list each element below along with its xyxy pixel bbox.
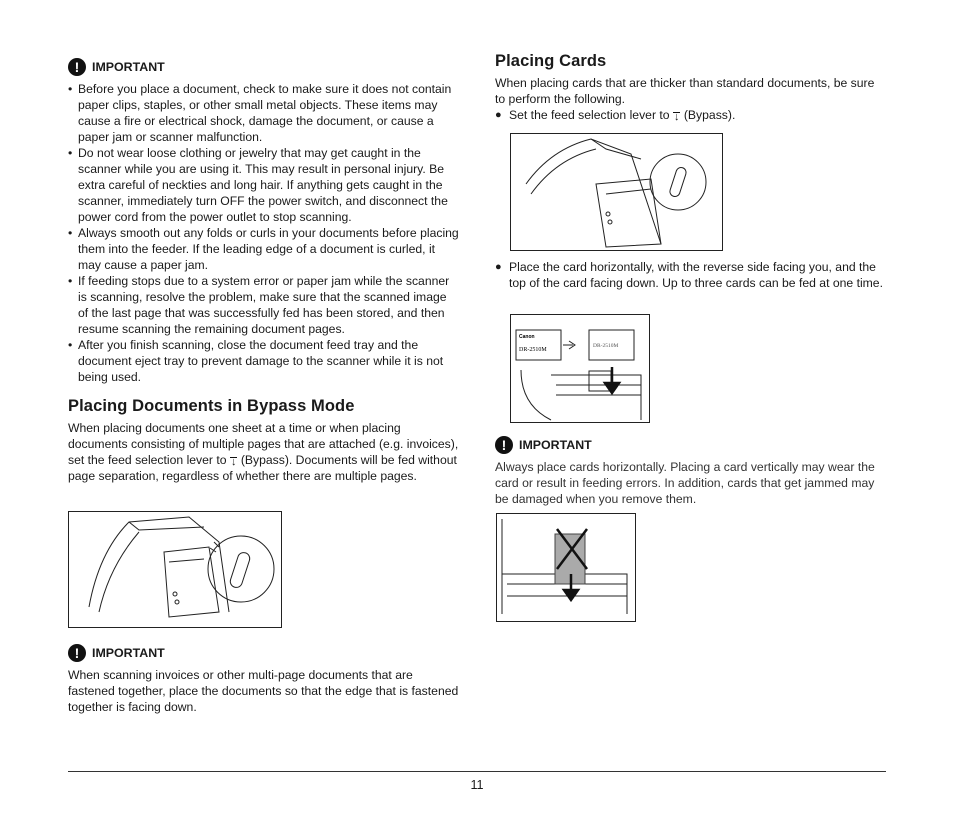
list-item: • Before you place a document, check to make sure it does not contain paper clips, staples, or other small metal objects. These items may cause a fire or electrical shock, damage the document, or cause a paper jam or scanner malfunction.: [68, 81, 460, 145]
important-block-3: [495, 436, 887, 507]
important-list: [68, 81, 460, 385]
section-heading-bypass: Placing Documents in Bypass Mode: [68, 397, 355, 415]
left-column: [68, 58, 460, 484]
cards-bullet-2: [495, 259, 887, 291]
important-heading: [68, 58, 460, 76]
bypass-arrow-icon: ↓: [230, 456, 237, 468]
bypass-text-b: (Bypass). Documents will be fed without page separation, regardless of whether there are multiple pages.: [68, 453, 457, 483]
scanner-lever-figure-2: [510, 133, 723, 251]
important-text: Always place cards horizontally. Placing a card vertically may wear the card or result in feeding errors. In addition, cards that get jammed may be damaged when you remove them.: [495, 460, 875, 506]
cards-intro: When placing cards that are thicker than standard documents, be sure to perform the following.: [495, 76, 875, 106]
list-item: • Always smooth out any folds or curls in your documents before placing them into the feeder. If the leading edge of a document is curled, it may cause a paper jam.: [68, 225, 460, 273]
important-label: IMPORTANT: [519, 438, 592, 452]
black-circle-bullet-icon: ●: [495, 109, 502, 121]
scanner-lever-figure: [68, 511, 282, 628]
important-text: When scanning invoices or other multi-page documents that are fastened together, place the documents so that the edge that is fastened together is facing down.: [68, 668, 459, 714]
bypass-arrow-icon: ↓: [673, 111, 680, 123]
wrong-orientation-figure: [496, 513, 636, 622]
list-item: • If feeding stops due to a system error or paper jam while the scanner is scanning, resolve the problem, make sure that the scanned image of the last page that was successfully fed has been stored, and then resume scanning the remaining document pages.: [68, 273, 460, 337]
bullet-1-text-b: (Bypass).: [683, 108, 736, 122]
bullet-1-text-a: Set the feed selection lever to: [509, 108, 670, 122]
exclamation-icon: !: [495, 436, 513, 454]
important-block-2: [68, 644, 460, 715]
cards-bullet-1: [495, 107, 887, 123]
card-reverse-model-text: DR-2510M: [593, 343, 619, 349]
important-label: IMPORTANT: [92, 60, 165, 74]
card-brand-text: Canon: [519, 334, 535, 340]
exclamation-icon: !: [68, 58, 86, 76]
important-label: IMPORTANT: [92, 646, 165, 660]
exclamation-icon: !: [68, 644, 86, 662]
page-number: 11: [470, 778, 484, 792]
bypass-paragraph: [68, 420, 460, 484]
cards-bullet-2-block: [495, 259, 887, 291]
list-item: • After you finish scanning, close the document feed tray and the document eject tray to prevent damage to the scanner while it is not being used.: [68, 337, 460, 385]
bypass-text-a: When placing documents one sheet at a time or when placing documents consisting of multiple pages that are attached (e.g. invoices), set the feed selection lever to: [68, 421, 459, 467]
bullet-2-text: Place the card horizontally, with the reverse side facing you, and the top of the card facing down. Up to three cards can be fed at one time.: [509, 260, 883, 290]
footer-divider: [68, 771, 886, 772]
card-model-text: DR-2510M: [519, 347, 547, 353]
section-heading-cards: Placing Cards: [495, 52, 607, 70]
list-item: • Do not wear loose clothing or jewelry that may get caught in the scanner while you are using it. This may result in personal injury. Be extra careful of neckties and long hair. If anything gets caught in the scanner, immediately turn OFF the power switch, and disconnect the power cord from the power outlet to stop scanning.: [68, 145, 460, 225]
black-circle-bullet-icon: ●: [495, 261, 502, 273]
card-placement-figure: [510, 314, 650, 423]
right-column: [495, 52, 887, 123]
important-heading: [68, 644, 460, 662]
important-heading: [495, 436, 887, 454]
